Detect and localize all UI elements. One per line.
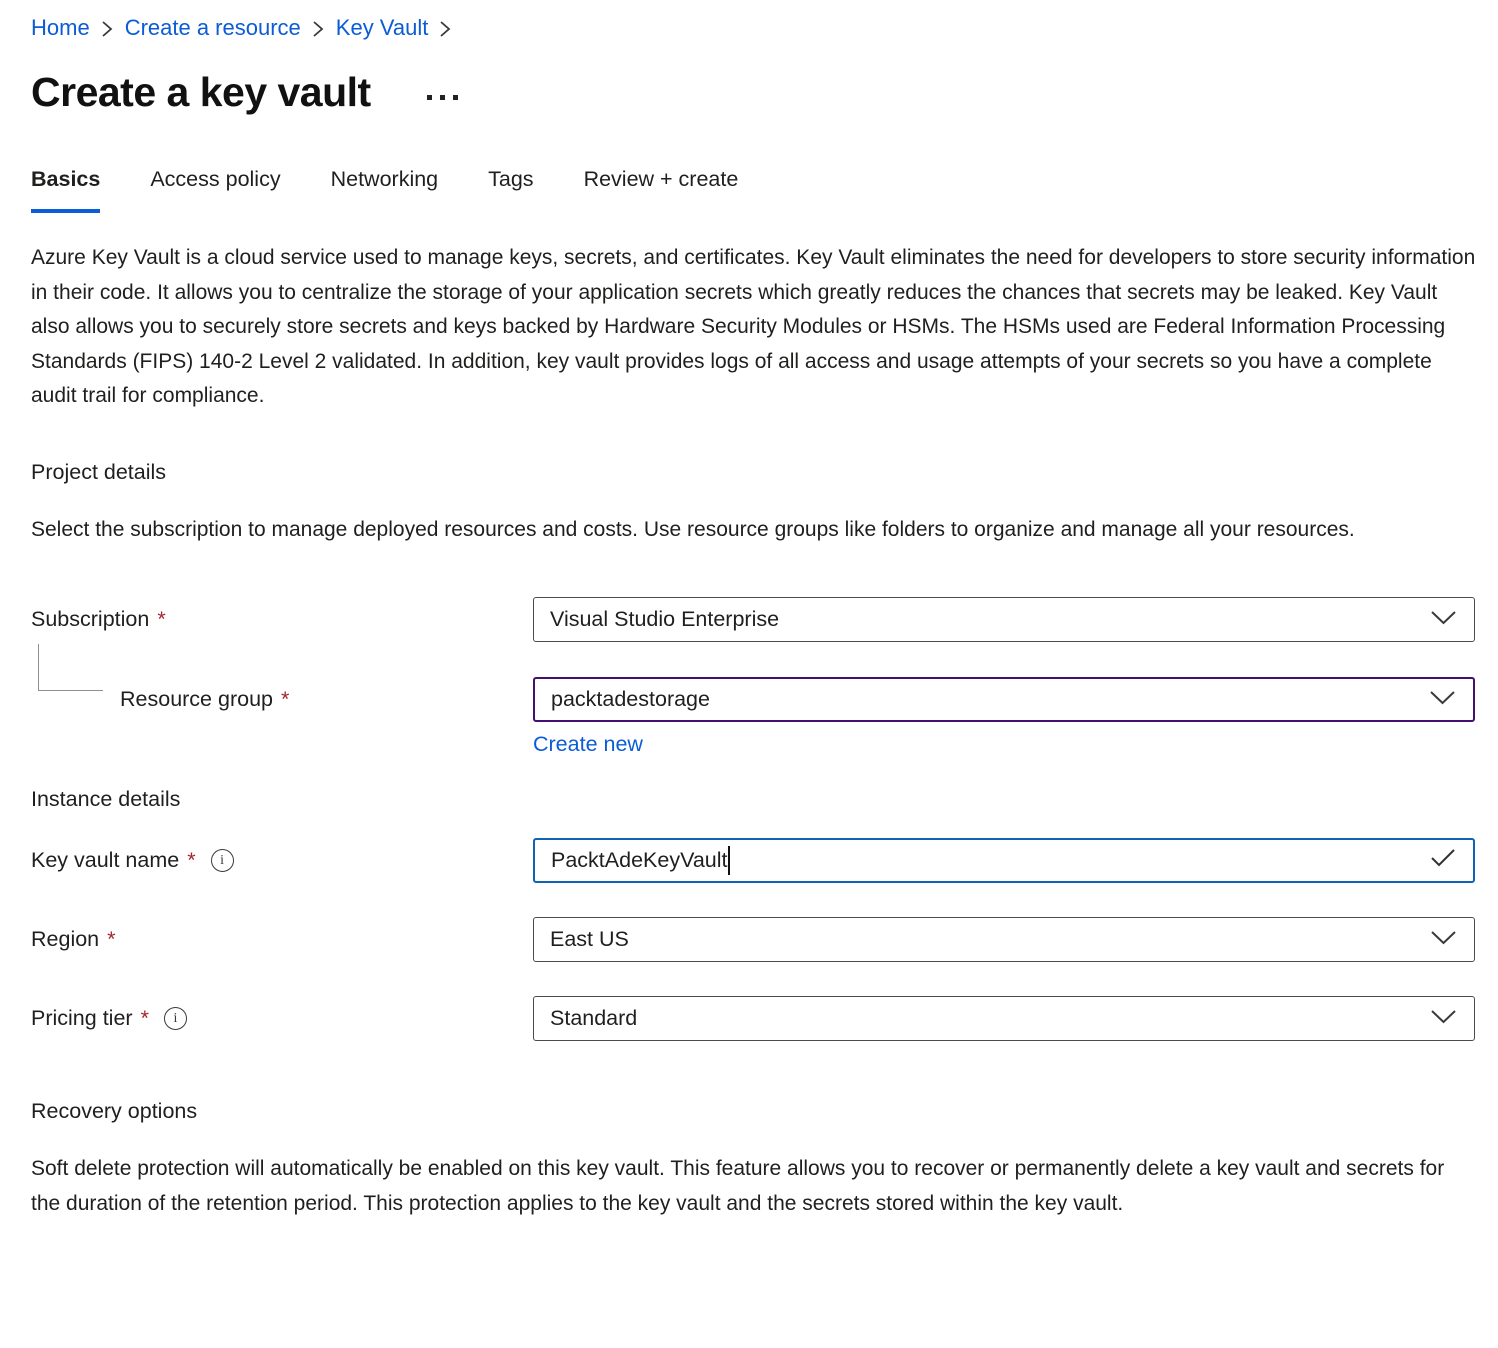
required-asterisk: * (157, 607, 166, 631)
service-description: Azure Key Vault is a cloud service used to manage keys, secrets, and certificates. Key Vault eliminates the need for developers to store security information in their code. It allows you to centralize the storage of your application secrets which greatly reduces the chances that secrets may be leaked. Key Vault also allows you to securely store secrets and keys backed by Hardware Security Modules or HSMs. The HSMs used are Federal Information Processing Standards (FIPS) 140-2 Level 2 validated. In addition, key vault provides logs of all access and usage attempts of your secrets so you have a complete audit trail for compliance. (31, 246, 1476, 407)
key-vault-name-value: PacktAdeKeyVault (551, 848, 728, 872)
text-cursor (728, 846, 730, 875)
section-heading-recovery-options: Recovery options (31, 1099, 198, 1123)
more-options-icon[interactable] (427, 95, 458, 100)
breadcrumb-link-home[interactable]: Home (31, 15, 90, 40)
chevron-right-icon (312, 19, 325, 39)
region-label: Region (31, 927, 100, 951)
required-asterisk: * (187, 848, 196, 872)
region-row (31, 917, 1475, 962)
key-vault-name-row (31, 838, 1475, 883)
required-asterisk: * (107, 927, 116, 951)
breadcrumb-link-key-vault[interactable]: Key Vault (335, 15, 429, 40)
required-asterisk: * (280, 687, 290, 711)
tab-networking[interactable]: Networking (330, 167, 439, 191)
recovery-options-description: Soft delete protection will automatically be enabled on this key vault. This feature allows you to recover or permanently delete a key vault and secrets for the duration of the retention period. This protection applies to the key vault and the secrets stored within the key vault. (31, 1157, 1445, 1215)
pricing-tier-value: Standard (550, 1006, 638, 1030)
key-vault-name-label: Key vault name (31, 848, 180, 872)
chevron-down-icon (1429, 687, 1456, 712)
subscription-value: Visual Studio Enterprise (550, 607, 780, 631)
chevron-down-icon (1430, 1006, 1457, 1031)
chevron-down-icon (1430, 607, 1457, 632)
checkmark-icon (1430, 848, 1456, 874)
pricing-tier-row (31, 996, 1475, 1041)
resource-group-dropdown[interactable] (533, 677, 1475, 722)
section-heading-instance-details: Instance details (31, 787, 181, 811)
chevron-right-icon (101, 19, 114, 39)
chevron-down-icon (1430, 927, 1457, 952)
resource-group-row (31, 677, 1475, 722)
region-value: East US (550, 927, 629, 951)
breadcrumb (31, 14, 1475, 42)
subscription-label: Subscription (31, 607, 150, 631)
tab-bar (31, 166, 1475, 213)
section-heading-project-details: Project details (31, 459, 167, 484)
project-details-description: Select the subscription to manage deployed resources and costs. Use resource groups like folders to organize and manage all your resources. (31, 517, 1355, 541)
resource-group-label: Resource group (120, 687, 273, 711)
tab-tags[interactable]: Tags (488, 167, 534, 191)
info-icon[interactable]: i (164, 1007, 187, 1030)
region-dropdown[interactable] (533, 917, 1475, 962)
chevron-right-icon (439, 19, 452, 39)
page-title: Create a key vault (31, 69, 371, 115)
tab-access-policy[interactable]: Access policy (150, 167, 281, 191)
resource-group-connector-line (38, 644, 103, 691)
tab-basics[interactable]: Basics (31, 166, 100, 213)
breadcrumb-link-create-a-resource[interactable]: Create a resource (124, 15, 301, 40)
key-vault-name-input[interactable] (533, 838, 1475, 883)
pricing-tier-dropdown[interactable] (533, 996, 1475, 1041)
info-icon[interactable]: i (211, 849, 234, 872)
subscription-dropdown[interactable] (533, 597, 1475, 642)
required-asterisk: * (140, 1006, 149, 1030)
tab-review-create[interactable]: Review + create (583, 167, 739, 191)
pricing-tier-label: Pricing tier (31, 1006, 133, 1030)
subscription-row (31, 597, 1475, 642)
create-new-link[interactable]: Create new (533, 732, 643, 756)
resource-group-value: packtadestorage (551, 687, 710, 711)
